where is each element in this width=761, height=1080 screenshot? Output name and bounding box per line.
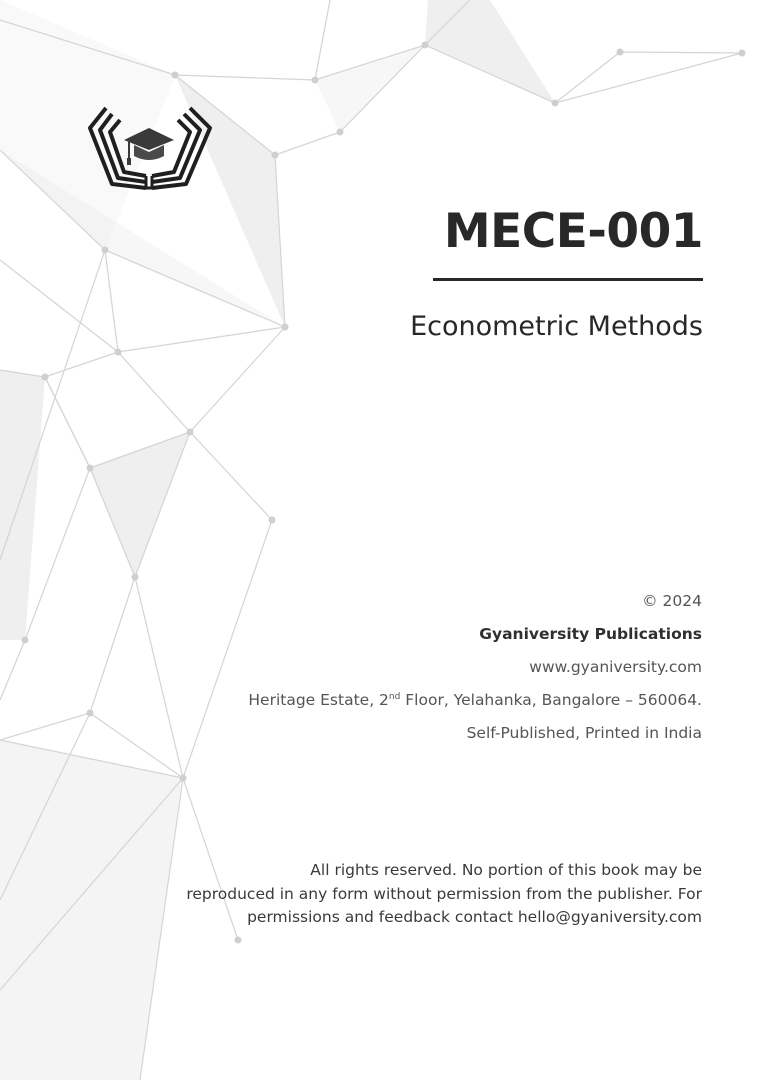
rights-line-1: All rights reserved. No portion of this book may be: [310, 861, 702, 879]
title-divider: [433, 278, 703, 281]
publisher-website: www.gyaniversity.com: [529, 658, 702, 676]
rights-notice: [102, 859, 702, 930]
address-ordinal: nd: [388, 691, 401, 702]
copyright-line: © 2024: [642, 592, 702, 610]
address-suffix: Floor, Yelahanka, Bangalore – 560064.: [400, 691, 702, 709]
publisher-address: [142, 688, 702, 712]
publisher-info: [142, 589, 702, 754]
course-title: Econometric Methods: [410, 311, 703, 342]
publisher-name: Gyaniversity Publications: [479, 625, 702, 643]
course-code: MECE-001: [443, 204, 703, 259]
rights-line-3: permissions and feedback contact hello@gyaniversity.com: [247, 908, 702, 926]
open-book-graduation-cap-icon: [86, 100, 216, 200]
address-prefix: Heritage Estate, 2: [248, 691, 389, 709]
title-block: [303, 202, 703, 347]
printing-info: Self-Published, Printed in India: [466, 724, 702, 742]
rights-line-2: reproduced in any form without permission from the publisher. For: [186, 884, 702, 903]
